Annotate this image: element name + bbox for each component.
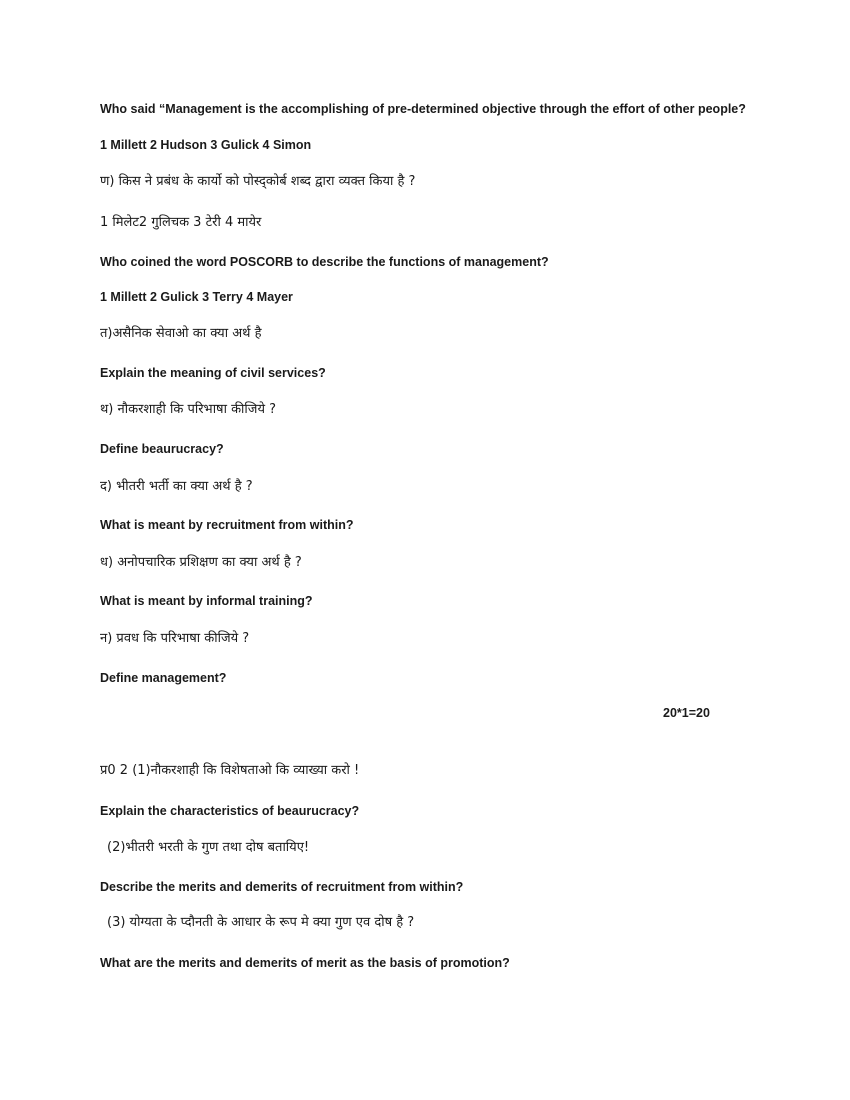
question-text: Who coined the word POSCORB to describe the functions of management? [100, 255, 549, 269]
section-heading-hindi: प्र0 2 (1)नौकरशाही कि विशेषताओ कि व्याख्या करो ! [100, 763, 360, 778]
question-text: Define management? [100, 671, 227, 685]
question-text-hindi: (2)भीतरी भरती के गुण तथा दोष बतायिए! [107, 840, 310, 855]
question-text-hindi: द) भीतरी भर्ती का क्या अर्थ है ? [100, 479, 253, 494]
question-text: Explain the characteristics of beaurucracy? [100, 804, 360, 818]
question-text: Who said “Management is the accomplishing of pre-determined objective through the effort of other people? [100, 102, 746, 116]
answer-options: 1 Millett 2 Gulick 3 Terry 4 Mayer [100, 290, 293, 304]
question-text-hindi: थ) नौकरशाही कि परिभाषा कीजिये ? [100, 402, 277, 417]
question-text-hindi: ण) किस ने प्रबंध के कार्यो को पोस्द्कोर्ब शब्द द्वारा व्यक्त किया है ? [100, 174, 416, 189]
marks-total: 20*1=20 [663, 706, 710, 720]
question-text: What is meant by recruitment from within? [100, 518, 354, 532]
question-text: Define beaurucracy? [100, 442, 224, 456]
question-text: Explain the meaning of civil services? [100, 366, 326, 380]
answer-options: 1 Millett 2 Hudson 3 Gulick 4 Simon [100, 138, 312, 152]
answer-options-hindi: 1 मिलेट2 गुलिचक 3 टेरी 4 मायेर [100, 215, 262, 230]
question-text: What is meant by informal training? [100, 594, 313, 608]
question-text-hindi: त)असैनिक सेवाओ का क्या अर्थ है [100, 326, 262, 341]
question-text: What are the merits and demerits of merit as the basis of promotion? [100, 956, 510, 970]
question-text-hindi: न) प्रवध कि परिभाषा कीजिये ? [100, 631, 250, 646]
question-text: Describe the merits and demerits of recruitment from within? [100, 880, 464, 894]
question-text-hindi: ध) अनोपचारिक प्रशिक्षण का क्या अर्थ है ? [100, 555, 302, 570]
question-text-hindi: (3) योग्यता के प्दौनती के आधार के रूप मे क्या गुण एव दोष है ? [107, 915, 415, 930]
